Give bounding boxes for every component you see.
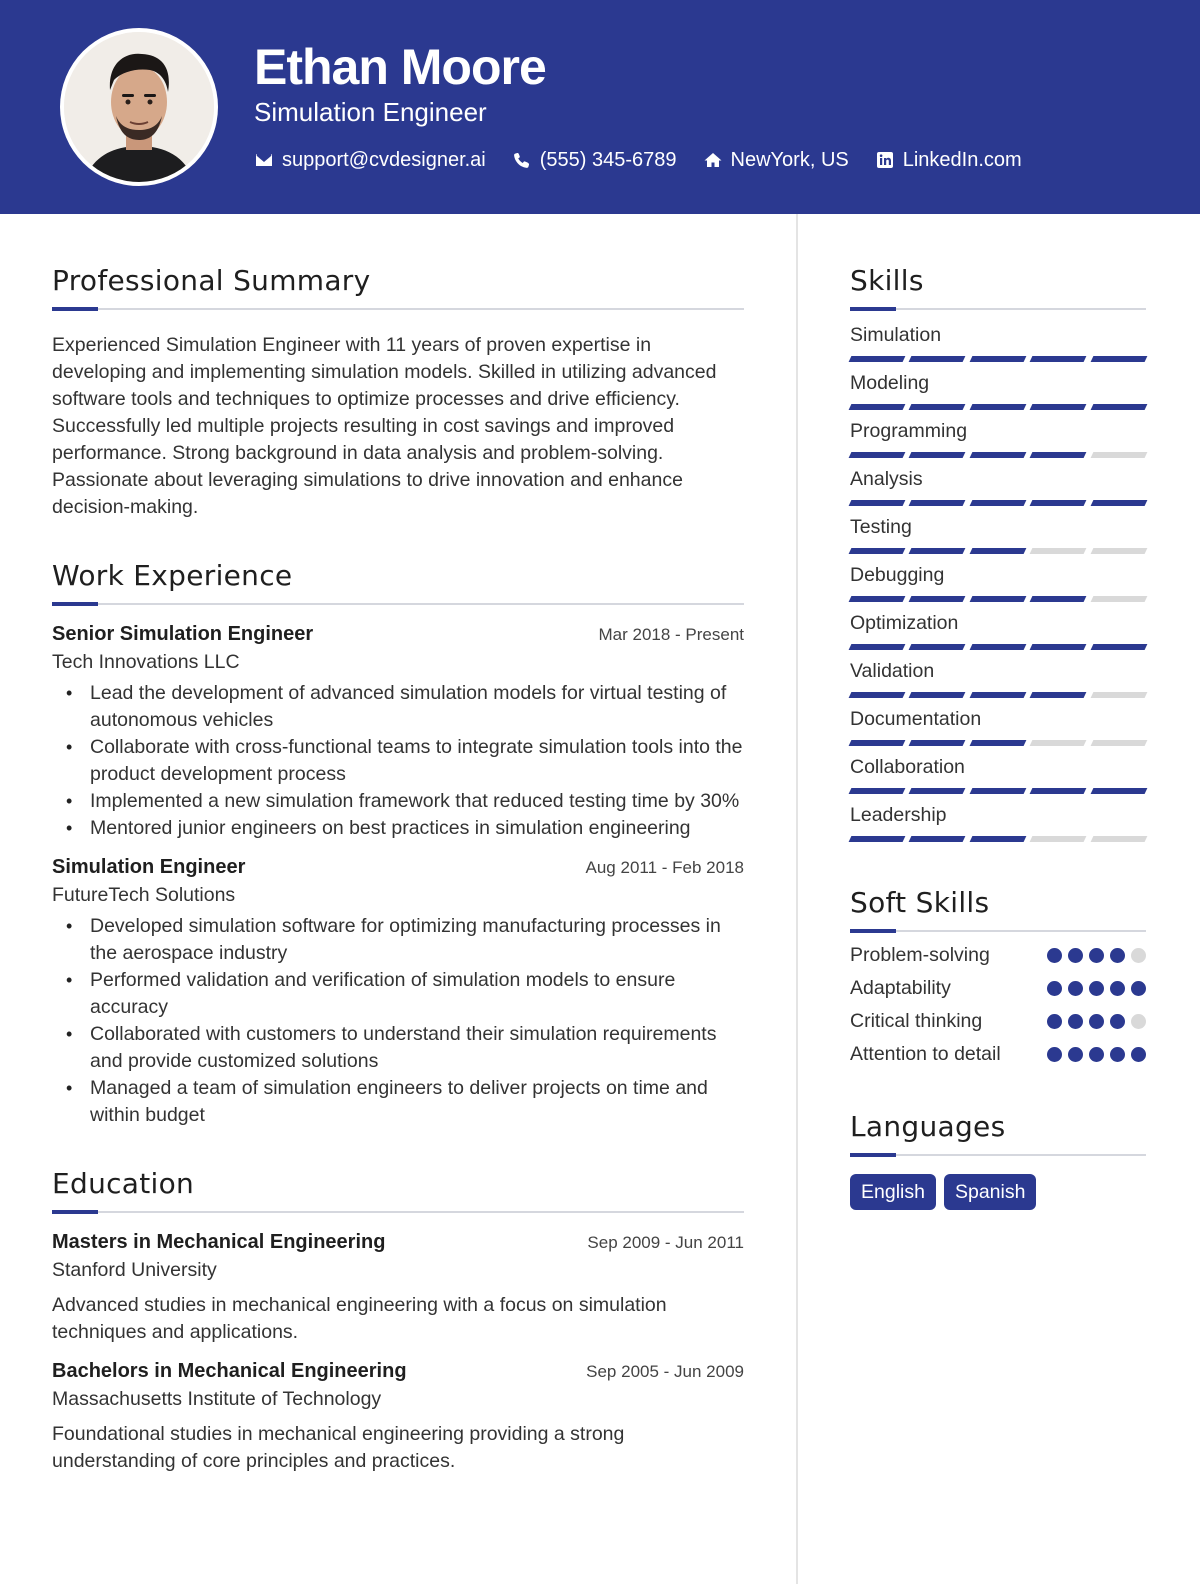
skill-name: Analysis [850, 468, 923, 490]
soft-skill-item [850, 975, 1146, 1002]
education-description: Foundational studies in mechanical engineering providing a strong understanding of core principles and practices. [52, 1423, 625, 1472]
skill-level-segment [969, 692, 1026, 698]
skill-level-segment [1090, 692, 1147, 698]
skill-level-segment [969, 644, 1026, 650]
skill-name: Optimization [850, 612, 959, 634]
education-date: Sep 2005 - Jun 2009 [586, 1362, 744, 1381]
skill-level-segment [1030, 596, 1087, 602]
languages-section [850, 1110, 1146, 1210]
phone-text: (555) 345-6789 [539, 149, 677, 171]
soft-skill-item [850, 1041, 1146, 1068]
rating-dot [1110, 1047, 1125, 1062]
skill-level-bar [850, 500, 1146, 506]
skill-level-segment [969, 452, 1026, 458]
skill-level-bar [850, 596, 1146, 602]
skill-level-bar [850, 548, 1146, 554]
job-header [52, 856, 744, 879]
skill-level-segment [1030, 404, 1087, 410]
education-list [52, 1231, 744, 1475]
envelope-icon [254, 150, 274, 170]
skill-level-segment [969, 500, 1026, 506]
skill-item [850, 466, 1146, 506]
skill-list [850, 322, 1146, 842]
section-rule [850, 300, 1146, 314]
job-bullet: • Collaborated with customers to understand their simulation requirements and provide customized solutions [52, 1021, 744, 1075]
section-rule [850, 922, 1146, 936]
person-portrait-icon [64, 32, 214, 182]
education-header [52, 1231, 744, 1254]
skill-level-segment [969, 356, 1026, 362]
skill-level-segment [1090, 836, 1147, 842]
soft-skill-name: Adaptability [850, 977, 951, 999]
rating-dot [1047, 948, 1062, 963]
skill-level-segment [849, 356, 906, 362]
school-name: Massachusetts Institute of Technology [52, 1388, 382, 1410]
language-list [850, 1174, 1146, 1210]
skill-level-segment [1090, 644, 1147, 650]
skill-level-segment [849, 596, 906, 602]
skill-level-segment [849, 548, 906, 554]
skill-level-segment [1030, 644, 1087, 650]
job-entry [52, 623, 744, 842]
summary-text: Experienced Simulation Engineer with 11 years of proven expertise in developing and implementing simulation models. Skilled in utilizing advanced software tools and techniques to optimize processes and drive efficiency. Successfully led multiple projects resulting in cost savings and improved performance. Strong background in data analysis and problem-solving. Passionate about leveraging simulations to drive innovation and enhance decision-making. [52, 334, 717, 518]
soft-skill-name: Critical thinking [850, 1010, 983, 1032]
job-company: Tech Innovations LLC [52, 651, 240, 673]
job-date: Mar 2018 - Present [598, 625, 744, 644]
resume-header [0, 0, 1200, 214]
rating-dot [1089, 981, 1104, 996]
skill-level-segment [909, 836, 966, 842]
skill-level-bar [850, 356, 1146, 362]
linkedin-text: LinkedIn.com [902, 149, 1022, 171]
skill-level-segment [909, 596, 966, 602]
section-rule [52, 595, 744, 609]
skill-level-segment [909, 740, 966, 746]
education-date: Sep 2009 - Jun 2011 [587, 1233, 744, 1252]
skill-name: Programming [850, 420, 968, 442]
rating-dot [1110, 948, 1125, 963]
section-heading: Work Experience [52, 559, 293, 592]
skill-level-segment [849, 404, 906, 410]
job-bullet: • Mentored junior engineers on best practices in simulation engineering [52, 815, 744, 842]
experience-section [52, 559, 744, 1129]
skill-item [850, 754, 1146, 794]
job-list [52, 623, 744, 1129]
soft-skill-rating [1047, 1014, 1146, 1029]
skill-item [850, 658, 1146, 698]
job-bullet: • Lead the development of advanced simulation models for virtual testing of autonomous vehicles [52, 680, 744, 734]
job-bullet: • Developed simulation software for optimizing manufacturing processes in the aerospace industry [52, 913, 744, 967]
skill-level-segment [1090, 788, 1147, 794]
education-entry [52, 1231, 744, 1346]
degree-name: Bachelors in Mechanical Engineering [52, 1360, 407, 1382]
skill-level-segment [909, 500, 966, 506]
contact-email[interactable] [254, 146, 486, 174]
soft-skill-name: Problem-solving [850, 944, 990, 966]
skill-level-segment [1030, 692, 1087, 698]
rating-dot [1110, 1014, 1125, 1029]
rating-dot [1089, 948, 1104, 963]
skill-level-segment [1030, 548, 1087, 554]
job-bullet: • Collaborate with cross-functional teams to integrate simulation tools into the product development process [52, 734, 744, 788]
soft-skill-name: Attention to detail [850, 1043, 1001, 1065]
job-bullet: • Performed validation and verification of simulation models to ensure accuracy [52, 967, 744, 1021]
language-badge: English [850, 1174, 936, 1210]
skill-level-segment [909, 548, 966, 554]
language-badge: Spanish [944, 1174, 1036, 1210]
skill-level-bar [850, 404, 1146, 410]
skill-level-segment [849, 740, 906, 746]
skill-level-segment [969, 596, 1026, 602]
skill-level-segment [849, 788, 906, 794]
rating-dot [1131, 1047, 1146, 1062]
skill-level-segment [849, 692, 906, 698]
rating-dot [1110, 981, 1125, 996]
skill-level-segment [1030, 788, 1087, 794]
side-column [850, 264, 1146, 1210]
email-text: support@cvdesigner.ai [282, 149, 486, 171]
job-bullet: • Implemented a new simulation framework that reduced testing time by 30% [52, 788, 744, 815]
skill-name: Simulation [850, 324, 942, 346]
profile-photo [60, 28, 218, 186]
skill-item [850, 610, 1146, 650]
section-heading: Soft Skills [850, 886, 990, 919]
skill-level-segment [1090, 500, 1147, 506]
skill-level-segment [909, 644, 966, 650]
soft-skill-rating [1047, 981, 1146, 996]
contact-row [254, 146, 1022, 174]
job-role: Senior Simulation Engineer [52, 623, 314, 645]
skill-item [850, 706, 1146, 746]
skill-level-segment [1090, 404, 1147, 410]
section-rule [52, 1203, 744, 1217]
soft-skill-item [850, 1008, 1146, 1035]
skill-level-segment [969, 836, 1026, 842]
soft-skill-rating [1047, 948, 1146, 963]
home-icon [703, 150, 723, 170]
skill-name: Validation [850, 660, 935, 682]
candidate-title: Simulation Engineer [254, 97, 487, 127]
skill-name: Documentation [850, 708, 982, 730]
main-column [52, 264, 744, 1475]
skill-level-segment [909, 692, 966, 698]
skill-item [850, 418, 1146, 458]
skill-item [850, 562, 1146, 602]
section-heading: Education [52, 1167, 195, 1200]
location-text: NewYork, US [730, 149, 849, 171]
skill-level-bar [850, 692, 1146, 698]
skill-level-segment [1090, 740, 1147, 746]
skill-level-segment [1090, 548, 1147, 554]
rating-dot [1068, 1047, 1083, 1062]
skill-item [850, 322, 1146, 362]
skills-section [850, 264, 1146, 842]
job-entry [52, 856, 744, 1129]
job-bullets [52, 913, 744, 1129]
skill-level-segment [1090, 596, 1147, 602]
degree-name: Masters in Mechanical Engineering [52, 1231, 386, 1253]
rating-dot [1089, 1014, 1104, 1029]
rating-dot [1068, 1014, 1083, 1029]
skill-level-segment [969, 788, 1026, 794]
rating-dot [1131, 1014, 1146, 1029]
skill-level-segment [909, 356, 966, 362]
skill-item [850, 802, 1146, 842]
education-section [52, 1167, 744, 1475]
skill-level-bar [850, 452, 1146, 458]
skill-level-segment [1090, 452, 1147, 458]
linkedin-icon [875, 150, 895, 170]
rating-dot [1131, 948, 1146, 963]
rating-dot [1047, 981, 1062, 996]
section-rule [52, 300, 744, 314]
skill-level-segment [969, 404, 1026, 410]
soft-skill-item [850, 942, 1146, 969]
skill-level-segment [909, 452, 966, 458]
skill-level-segment [1030, 356, 1087, 362]
skill-level-segment [1030, 452, 1087, 458]
rating-dot [1089, 1047, 1104, 1062]
soft-skill-rating [1047, 1047, 1146, 1062]
candidate-name: Ethan Moore [254, 39, 546, 95]
skill-level-bar [850, 836, 1146, 842]
section-heading: Skills [850, 264, 924, 297]
rating-dot [1047, 1014, 1062, 1029]
skill-level-segment [1090, 356, 1147, 362]
skill-level-segment [909, 788, 966, 794]
soft-skill-list [850, 942, 1146, 1068]
phone-icon [512, 150, 532, 170]
contact-linkedin[interactable] [875, 146, 1022, 174]
job-header [52, 623, 744, 646]
skill-level-segment [1030, 500, 1087, 506]
contact-location [703, 146, 849, 174]
job-date: Aug 2011 - Feb 2018 [585, 858, 744, 877]
section-heading: Languages [850, 1110, 1006, 1143]
rating-dot [1131, 981, 1146, 996]
rating-dot [1068, 981, 1083, 996]
job-company: FutureTech Solutions [52, 884, 236, 906]
section-heading: Professional Summary [52, 264, 371, 297]
education-description: Advanced studies in mechanical engineering with a focus on simulation techniques and applications. [52, 1294, 667, 1343]
skill-name: Debugging [850, 564, 945, 586]
skill-level-segment [1030, 836, 1087, 842]
skill-level-segment [969, 548, 1026, 554]
summary-section [52, 264, 744, 521]
rating-dot [1047, 1047, 1062, 1062]
section-rule [850, 1146, 1146, 1160]
skill-name: Leadership [850, 804, 947, 826]
skill-level-segment [849, 836, 906, 842]
job-bullets [52, 680, 744, 842]
education-header [52, 1360, 744, 1383]
skill-level-bar [850, 644, 1146, 650]
skill-item [850, 514, 1146, 554]
rating-dot [1068, 948, 1083, 963]
skill-level-segment [909, 404, 966, 410]
school-name: Stanford University [52, 1259, 217, 1281]
skill-level-segment [849, 452, 906, 458]
column-divider [796, 214, 798, 1584]
skill-name: Modeling [850, 372, 930, 394]
skill-item [850, 370, 1146, 410]
skill-name: Collaboration [850, 756, 965, 778]
skill-level-segment [849, 644, 906, 650]
skill-level-segment [1030, 740, 1087, 746]
soft-skills-section [850, 886, 1146, 1068]
skill-level-segment [849, 500, 906, 506]
job-role: Simulation Engineer [52, 856, 246, 878]
skill-level-segment [969, 740, 1026, 746]
contact-phone[interactable] [512, 146, 677, 174]
job-bullet: • Managed a team of simulation engineers to deliver projects on time and within budget [52, 1075, 744, 1129]
education-entry [52, 1360, 744, 1475]
skill-name: Testing [850, 516, 912, 538]
skill-level-bar [850, 740, 1146, 746]
skill-level-bar [850, 788, 1146, 794]
